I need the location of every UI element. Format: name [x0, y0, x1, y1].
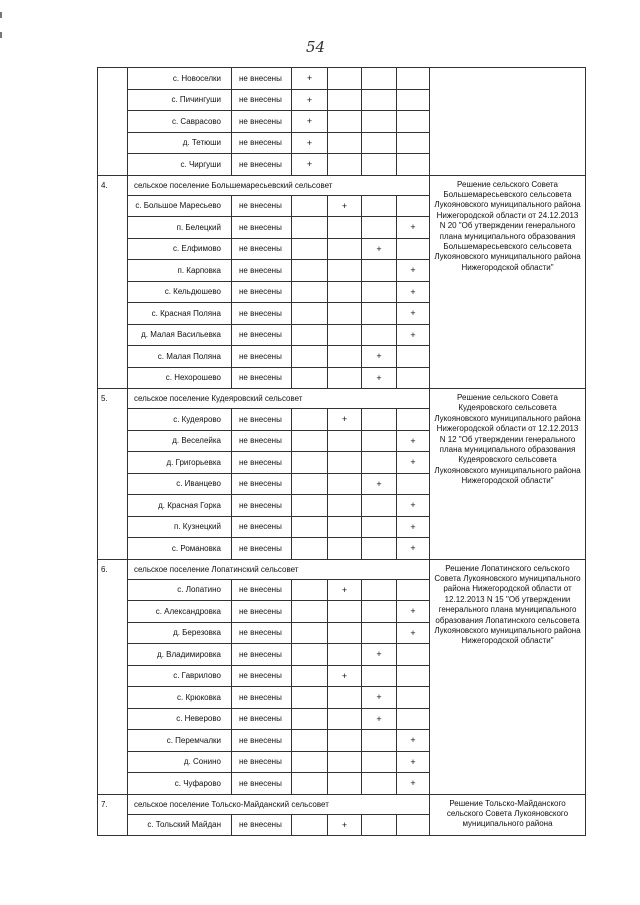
settlement-name: с. Чиргуши — [128, 154, 232, 176]
changes-status: не внесены — [232, 430, 292, 452]
mark-cell — [362, 217, 397, 239]
changes-status: не внесены — [232, 452, 292, 474]
settlement-name: с. Кельдюшево — [128, 281, 232, 303]
mark-cell — [328, 452, 362, 474]
section-title: сельское поселение Большемаресьевский сельсовет — [128, 175, 430, 195]
mark-cell — [397, 346, 430, 368]
mark-cell — [292, 367, 328, 389]
section-header-row — [98, 389, 586, 409]
mark-cell — [397, 708, 430, 730]
mark-cell: + — [362, 238, 397, 260]
settlement-name: д. Малая Васильевка — [128, 324, 232, 346]
mark-cell — [397, 473, 430, 495]
mark-cell — [292, 687, 328, 709]
changes-status: не внесены — [232, 622, 292, 644]
settlement-name: с. Кудеярово — [128, 409, 232, 431]
mark-cell — [362, 154, 397, 176]
mark-cell — [328, 367, 362, 389]
mark-cell: + — [292, 132, 328, 154]
settlement-name: с. Малая Поляна — [128, 346, 232, 368]
changes-status: не внесены — [232, 751, 292, 773]
decision-text: Решение сельского Совета Кудеяровского сельсовета Лукояновского муниципального района Нижегородской области от 12.12.2013 N 12 "Об утверждении генерального плана муниципального образования Кудеяровского сельсовета Лукояновского муниципального района Нижегородской области" — [430, 389, 586, 560]
section-title: сельское поселение Лопатинский сельсовет — [128, 559, 430, 579]
mark-cell — [397, 154, 430, 176]
mark-cell — [328, 516, 362, 538]
section-number: 4. — [98, 175, 128, 389]
settlement-name: с. Крюковка — [128, 687, 232, 709]
mark-cell — [362, 622, 397, 644]
mark-cell: + — [292, 68, 328, 90]
changes-status: не внесены — [232, 89, 292, 111]
changes-status: не внесены — [232, 601, 292, 623]
mark-cell — [397, 89, 430, 111]
settlement-name: с. Нехорошево — [128, 367, 232, 389]
settlement-name: с. Александровка — [128, 601, 232, 623]
settlement-name: с. Гаврилово — [128, 665, 232, 687]
mark-cell: + — [397, 495, 430, 517]
mark-cell: + — [397, 430, 430, 452]
mark-cell — [328, 687, 362, 709]
mark-cell — [328, 730, 362, 752]
mark-cell: + — [328, 409, 362, 431]
mark-cell — [292, 708, 328, 730]
mark-cell: + — [397, 281, 430, 303]
mark-cell — [397, 409, 430, 431]
mark-cell — [328, 473, 362, 495]
changes-status: не внесены — [232, 324, 292, 346]
mark-cell — [362, 324, 397, 346]
mark-cell — [328, 238, 362, 260]
mark-cell: + — [397, 260, 430, 282]
mark-cell — [328, 622, 362, 644]
changes-status: не внесены — [232, 281, 292, 303]
mark-cell — [292, 516, 328, 538]
mark-cell — [362, 516, 397, 538]
mark-cell: + — [397, 773, 430, 795]
mark-cell — [362, 665, 397, 687]
settlements-table — [97, 67, 586, 836]
settlement-name: с. Новоселки — [128, 68, 232, 90]
changes-status: не внесены — [232, 538, 292, 560]
mark-cell — [292, 751, 328, 773]
mark-cell — [328, 601, 362, 623]
mark-cell — [362, 579, 397, 601]
settlement-name: с. Пичингуши — [128, 89, 232, 111]
mark-cell — [362, 452, 397, 474]
mark-cell — [397, 238, 430, 260]
mark-cell — [362, 195, 397, 217]
changes-status: не внесены — [232, 665, 292, 687]
section-header-row — [98, 794, 586, 814]
settlement-name: д. Сонино — [128, 751, 232, 773]
mark-cell — [292, 644, 328, 666]
mark-cell — [362, 773, 397, 795]
mark-cell — [397, 68, 430, 90]
mark-cell — [328, 303, 362, 325]
mark-cell — [328, 281, 362, 303]
mark-cell — [328, 154, 362, 176]
changes-status: не внесены — [232, 409, 292, 431]
section-number: 6. — [98, 559, 128, 794]
mark-cell — [397, 687, 430, 709]
changes-status: не внесены — [232, 154, 292, 176]
changes-status: не внесены — [232, 132, 292, 154]
settlement-name: д. Владимировка — [128, 644, 232, 666]
settlement-name: с. Елфимово — [128, 238, 232, 260]
mark-cell — [292, 303, 328, 325]
mark-cell — [397, 195, 430, 217]
settlement-name: с. Перемчалки — [128, 730, 232, 752]
mark-cell — [292, 579, 328, 601]
settlement-name: д. Березовка — [128, 622, 232, 644]
mark-cell: + — [397, 538, 430, 560]
mark-cell — [362, 68, 397, 90]
mark-cell — [328, 324, 362, 346]
mark-cell — [292, 601, 328, 623]
mark-cell — [328, 260, 362, 282]
mark-cell: + — [397, 730, 430, 752]
mark-cell — [292, 238, 328, 260]
decision-text: Решение Лопатинского сельского Совета Лукояновского муниципального района Нижегородской области от 12.12.2013 N 15 "Об утверждении генерального плана муниципального образования Лопатинского сельсовета Лукояновского муниципального района Нижегородской области" — [430, 559, 586, 794]
settlement-name: п. Белецкий — [128, 217, 232, 239]
mark-cell — [328, 217, 362, 239]
decision-text: Решение сельского Совета Большемаресьевского сельсовета Лукояновского муниципального района Нижегородской области от 24.12.2013 N 20 "Об утверждении генерального плана муниципального образования Большемаресьевского сельсовета Лукояновского муниципального района Нижегородской области" — [430, 175, 586, 389]
settlement-name: д. Григорьевка — [128, 452, 232, 474]
mark-cell: + — [362, 346, 397, 368]
mark-cell: + — [362, 473, 397, 495]
mark-cell — [292, 346, 328, 368]
mark-cell — [397, 111, 430, 133]
mark-cell: + — [362, 687, 397, 709]
mark-cell — [328, 89, 362, 111]
mark-cell: + — [328, 814, 362, 836]
changes-status: не внесены — [232, 238, 292, 260]
mark-cell: + — [397, 452, 430, 474]
mark-cell — [328, 132, 362, 154]
settlement-name: с. Саврасово — [128, 111, 232, 133]
settlement-name: д. Красная Горка — [128, 495, 232, 517]
mark-cell — [362, 89, 397, 111]
decision-text: Решение Тольско-Майданского сельского Совета Лукояновского муниципального района — [430, 794, 586, 836]
changes-status: не внесены — [232, 473, 292, 495]
section-header-row — [98, 559, 586, 579]
section-number — [98, 68, 128, 176]
changes-status: не внесены — [232, 773, 292, 795]
mark-cell — [328, 708, 362, 730]
mark-cell — [397, 132, 430, 154]
mark-cell — [397, 367, 430, 389]
mark-cell — [362, 751, 397, 773]
changes-status: не внесены — [232, 195, 292, 217]
mark-cell: + — [397, 516, 430, 538]
settlement-name: с. Чуфарово — [128, 773, 232, 795]
mark-cell — [328, 538, 362, 560]
mark-cell: + — [292, 89, 328, 111]
mark-cell — [397, 644, 430, 666]
mark-cell — [292, 195, 328, 217]
mark-cell — [328, 751, 362, 773]
settlement-name: д. Тетюши — [128, 132, 232, 154]
mark-cell — [362, 814, 397, 836]
mark-cell — [292, 773, 328, 795]
mark-cell — [328, 430, 362, 452]
changes-status: не внесены — [232, 111, 292, 133]
mark-cell — [292, 730, 328, 752]
mark-cell — [292, 665, 328, 687]
section-header-row — [98, 175, 586, 195]
mark-cell — [292, 452, 328, 474]
changes-status: не внесены — [232, 303, 292, 325]
changes-status: не внесены — [232, 217, 292, 239]
settlement-name: п. Кузнецкий — [128, 516, 232, 538]
mark-cell: + — [328, 195, 362, 217]
settlement-name: с. Большое Маресьево — [128, 195, 232, 217]
mark-cell — [397, 579, 430, 601]
settlement-name: д. Веселейка — [128, 430, 232, 452]
mark-cell — [292, 814, 328, 836]
binding-mark — [0, 12, 2, 18]
mark-cell — [362, 132, 397, 154]
mark-cell — [362, 601, 397, 623]
section-number: 7. — [98, 794, 128, 836]
mark-cell — [292, 260, 328, 282]
mark-cell: + — [397, 751, 430, 773]
mark-cell: + — [362, 367, 397, 389]
mark-cell: + — [328, 579, 362, 601]
section-title: сельское поселение Кудеяровский сельсовет — [128, 389, 430, 409]
page-number: 54 — [306, 38, 326, 56]
changes-status: не внесены — [232, 367, 292, 389]
settlement-name: п. Карповка — [128, 260, 232, 282]
changes-status: не внесены — [232, 260, 292, 282]
mark-cell: + — [397, 622, 430, 644]
mark-cell — [362, 260, 397, 282]
mark-cell: + — [362, 708, 397, 730]
mark-cell — [362, 730, 397, 752]
mark-cell — [292, 281, 328, 303]
mark-cell — [292, 430, 328, 452]
mark-cell: + — [292, 111, 328, 133]
mark-cell — [362, 430, 397, 452]
settlement-name: с. Иванцево — [128, 473, 232, 495]
mark-cell — [292, 324, 328, 346]
changes-status: не внесены — [232, 68, 292, 90]
section-number: 5. — [98, 389, 128, 560]
mark-cell — [292, 217, 328, 239]
changes-status: не внесены — [232, 346, 292, 368]
mark-cell — [362, 538, 397, 560]
mark-cell: + — [362, 644, 397, 666]
settlement-name: с. Тольский Майдан — [128, 814, 232, 836]
changes-status: не внесены — [232, 708, 292, 730]
mark-cell: + — [397, 217, 430, 239]
mark-cell — [362, 111, 397, 133]
mark-cell — [292, 495, 328, 517]
section-title: сельское поселение Тольско-Майданский сельсовет — [128, 794, 430, 814]
changes-status: не внесены — [232, 495, 292, 517]
mark-cell — [362, 303, 397, 325]
mark-cell — [328, 346, 362, 368]
settlement-row — [98, 68, 586, 90]
mark-cell — [328, 495, 362, 517]
mark-cell — [292, 538, 328, 560]
mark-cell — [328, 644, 362, 666]
mark-cell: + — [397, 601, 430, 623]
mark-cell — [397, 665, 430, 687]
mark-cell — [292, 622, 328, 644]
settlement-name: с. Романовка — [128, 538, 232, 560]
decision-text — [430, 68, 586, 176]
mark-cell — [362, 495, 397, 517]
changes-status: не внесены — [232, 814, 292, 836]
mark-cell: + — [292, 154, 328, 176]
mark-cell: + — [328, 665, 362, 687]
changes-status: не внесены — [232, 730, 292, 752]
mark-cell: + — [397, 303, 430, 325]
mark-cell — [328, 68, 362, 90]
changes-status: не внесены — [232, 687, 292, 709]
settlement-name: с. Лопатино — [128, 579, 232, 601]
changes-status: не внесены — [232, 579, 292, 601]
mark-cell: + — [397, 324, 430, 346]
mark-cell — [328, 111, 362, 133]
mark-cell — [397, 814, 430, 836]
settlement-name: с. Красная Поляна — [128, 303, 232, 325]
mark-cell — [328, 773, 362, 795]
mark-cell — [362, 409, 397, 431]
settlement-name: с. Неверово — [128, 708, 232, 730]
changes-status: не внесены — [232, 516, 292, 538]
mark-cell — [292, 409, 328, 431]
mark-cell — [292, 473, 328, 495]
binding-mark — [0, 32, 2, 38]
changes-status: не внесены — [232, 644, 292, 666]
mark-cell — [362, 281, 397, 303]
